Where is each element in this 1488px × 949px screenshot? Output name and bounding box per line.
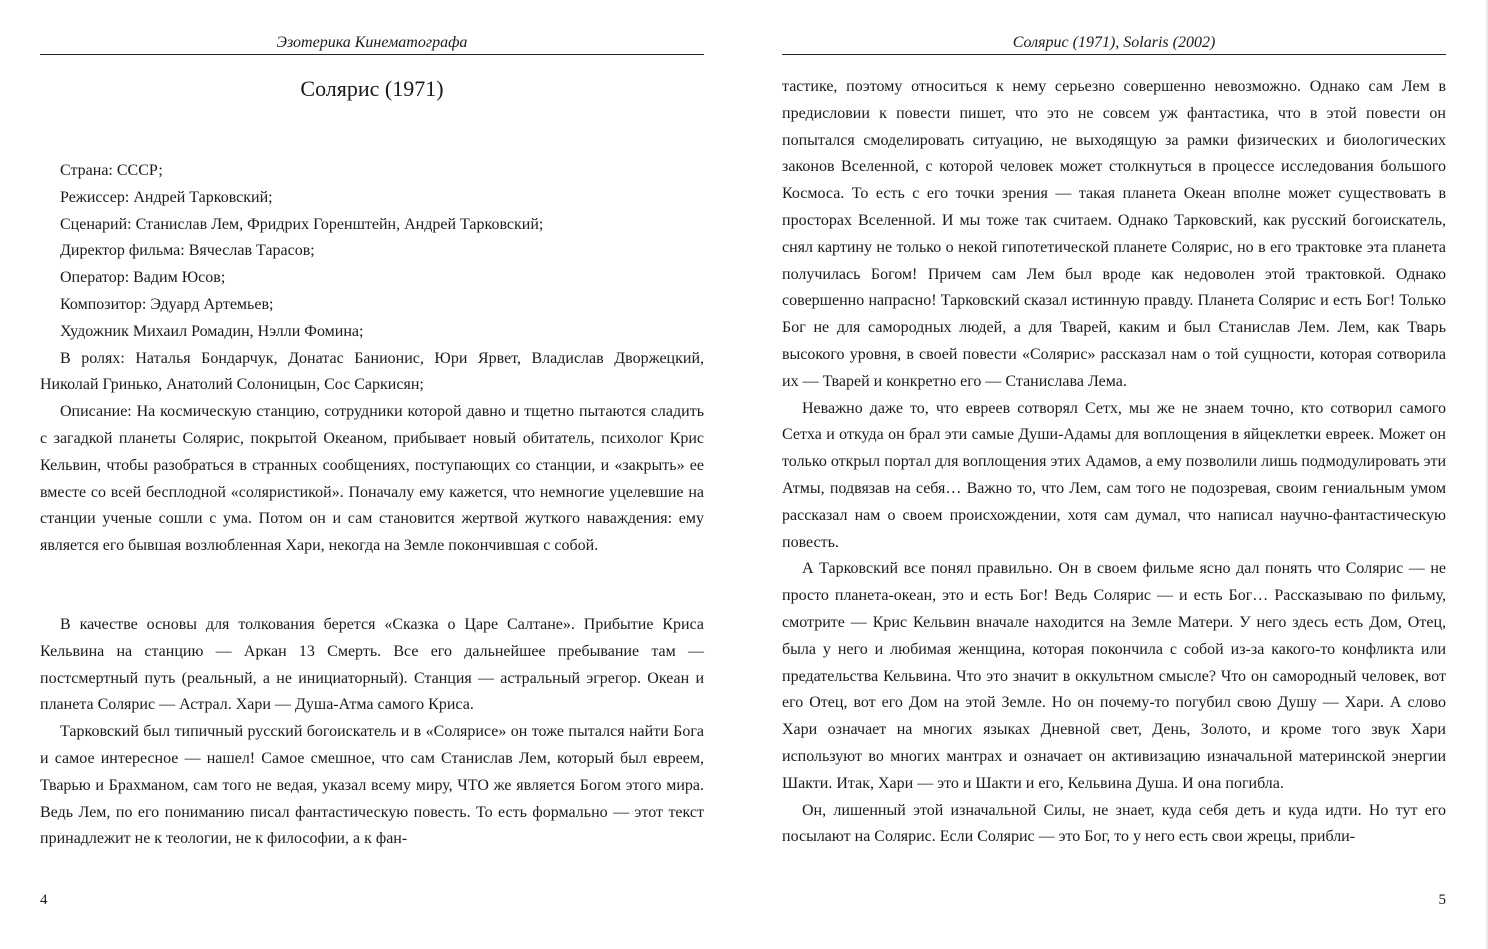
credit-film-director: Директор фильма: Вячеслав Тарасов; — [60, 242, 315, 260]
credit-country: Страна: СССР; — [60, 162, 163, 179]
left-page — [40, 0, 704, 949]
film-description: Описание: На космическую станцию, сотрудники которой давно и тщетно пытаются сладить с загадкой планеты Солярис, покрытой Океаном, прибывает новый обитатель, психолог Крис Кельвин, чтобы разобраться в странных сообщениях, поступающих со станции, и «закрыть» ее вместе со всей бесплодной «соляристикой». Поначалу ему кажется, что немногие уцелевшие на станции ученые сошли с ума. Потом он и сам становится жертвой жуткого наваждения: ему является его бывшая возлюбленная Хари, некогда на Земле покончившая с собой. — [40, 403, 704, 555]
body-paragraph: Тарковский был типичный русский богоискатель и в «Солярисе» он тоже пытался найти Бога и самое интересное — нашел! Самое смешное, что сам Станислав Лем, который был евреем, Тварью и Брахманом, сам того не ведая, указал всему миру, ЧТО же является Богом этого мира. Ведь Лем, по его пониманию писал фантастическую повесть. То есть формально — этот текст принадлежит не к теологии, не к философии, а к фан- — [40, 723, 704, 848]
left-running-head: Эзотерика Кинематографа — [40, 33, 704, 55]
credit-screenplay: Сценарий: Станислав Лем, Фридрих Горенштейн, Андрей Тарковский; — [60, 215, 544, 233]
body-paragraph: А Тарковский все понял правильно. Он в своем фильме ясно дал понять что Солярис — не просто планета-океан, это и есть Бог! Ведь Солярис — и есть Бог… Рассказываю по фильму, смотрите — Крис Кельвин вначале находится на Земле Матери. У него здесь есть Дом, Отец, была у него и любимая женщина, которая покончила с собой из-за какого-то конфликта или предательства Кельвина. Что это значит в оккультном смысле? Что он самородный человек, вот его Отец, вот его Дом на этой Земле. Но он почему-то погубил свою Душу — Хари. А слово Хари означает на многих языках Дневной свет, День, Золото, и кроме того звук Хари используют во многих мантрах и означает он активизацию изначальной материнской энергии Шакти. Итак, Хари — это и Шакти и его, Кельвина Душа. И она погибла. — [782, 560, 1446, 792]
chapter-title: Солярис (1971) — [300, 76, 444, 101]
right-page — [782, 0, 1446, 949]
credit-cinematographer: Оператор: Вадим Юсов; — [60, 269, 226, 287]
credit-composer: Композитор: Эдуард Артемьев; — [60, 295, 274, 313]
left-body-text — [40, 612, 704, 853]
film-credits — [40, 158, 704, 560]
body-paragraph: Он, лишенный этой изначальной Силы, не знает, куда себя деть и куда идти. Но тут его посылают на Солярис. Если Солярис — это Бог, то у него есть свои жрецы, прибли- — [782, 801, 1446, 846]
credit-cast: В ролях: Наталья Бондарчук, Донатас Банионис, Юри Ярвет, Владислав Дворжецкий, Николай Гринько, Анатолий Солоницын, Сос Саркисян; — [40, 349, 704, 394]
body-paragraph: В качестве основы для толкования берется «Сказка о Царе Салтане». Прибытие Криса Кельвина на станцию — Аркан 13 Смерть. Все его дальнейшее пребывание там — постсмертный путь (реальный, а не инициаторный). Станция — астральный эгрегор. Океан и планета Солярис — Астрал. Хари — Душа-Атма самого Криса. — [40, 616, 704, 714]
credit-art-director: Художник Михаил Ромадин, Нэлли Фомина; — [60, 322, 364, 340]
right-page-number: 5 — [1438, 892, 1446, 908]
body-paragraph: Неважно даже то, что евреев сотворял Сетх, мы же не знаем точно, кто сотворил самого Сетха и откуда он брал эти самые Души-Адамы для воплощения в яйцеклетки евреек. Может он только открыл портал для воплощения этих Адамов, а ему позволили лишь подмодулировать эти Атмы, подвязав на себя… Важно то, что Лем, сам того не подозревая, своим гениальным умом рассказал нам о своем происхождении, хотя сам думал, что написал научно-фантастическую повесть. — [782, 399, 1446, 551]
left-page-number: 4 — [40, 892, 48, 908]
body-paragraph: тастике, поэтому относиться к нему серьезно совершенно невозможно. Однако сам Лем в предисловии к повести пишет, что это не совсем уж фантастика, что в этой повести он попытался смоделировать ситуацию, не выходящую за рамки физических и биологических законов Вселенной, с которой человек может столкнуться в процессе исследования большого Космоса. То есть с его точки зрения — такая планета Океан вполне может существовать в просторах Вселенной. И мы тоже так считаем. Однако Тарковский, как русский богоискатель, снял картину не только о некой гипотетической планете Солярис, но в его трактовке эта планета получилась Богом! Причем сам Лем был вроде как недоволен этой трактовкой. Однако совершенно напрасно! Тарковский сказал истинную правду. Планета Солярис и есть Бог! Только Бог не для самородных людей, а для Тварей, каким и был Станислав Лем. Лем, как Тварь высокого уровня, в своей повести «Солярис» рассказал нам о той сущности, которая сотворила их — Тварей и конкретно его — Станислава Лема. — [782, 78, 1446, 390]
right-running-head: Солярис (1971), Solaris (2002) — [782, 33, 1446, 55]
right-body-text — [782, 74, 1446, 851]
credit-director: Режиссер: Андрей Тарковский; — [60, 188, 273, 206]
